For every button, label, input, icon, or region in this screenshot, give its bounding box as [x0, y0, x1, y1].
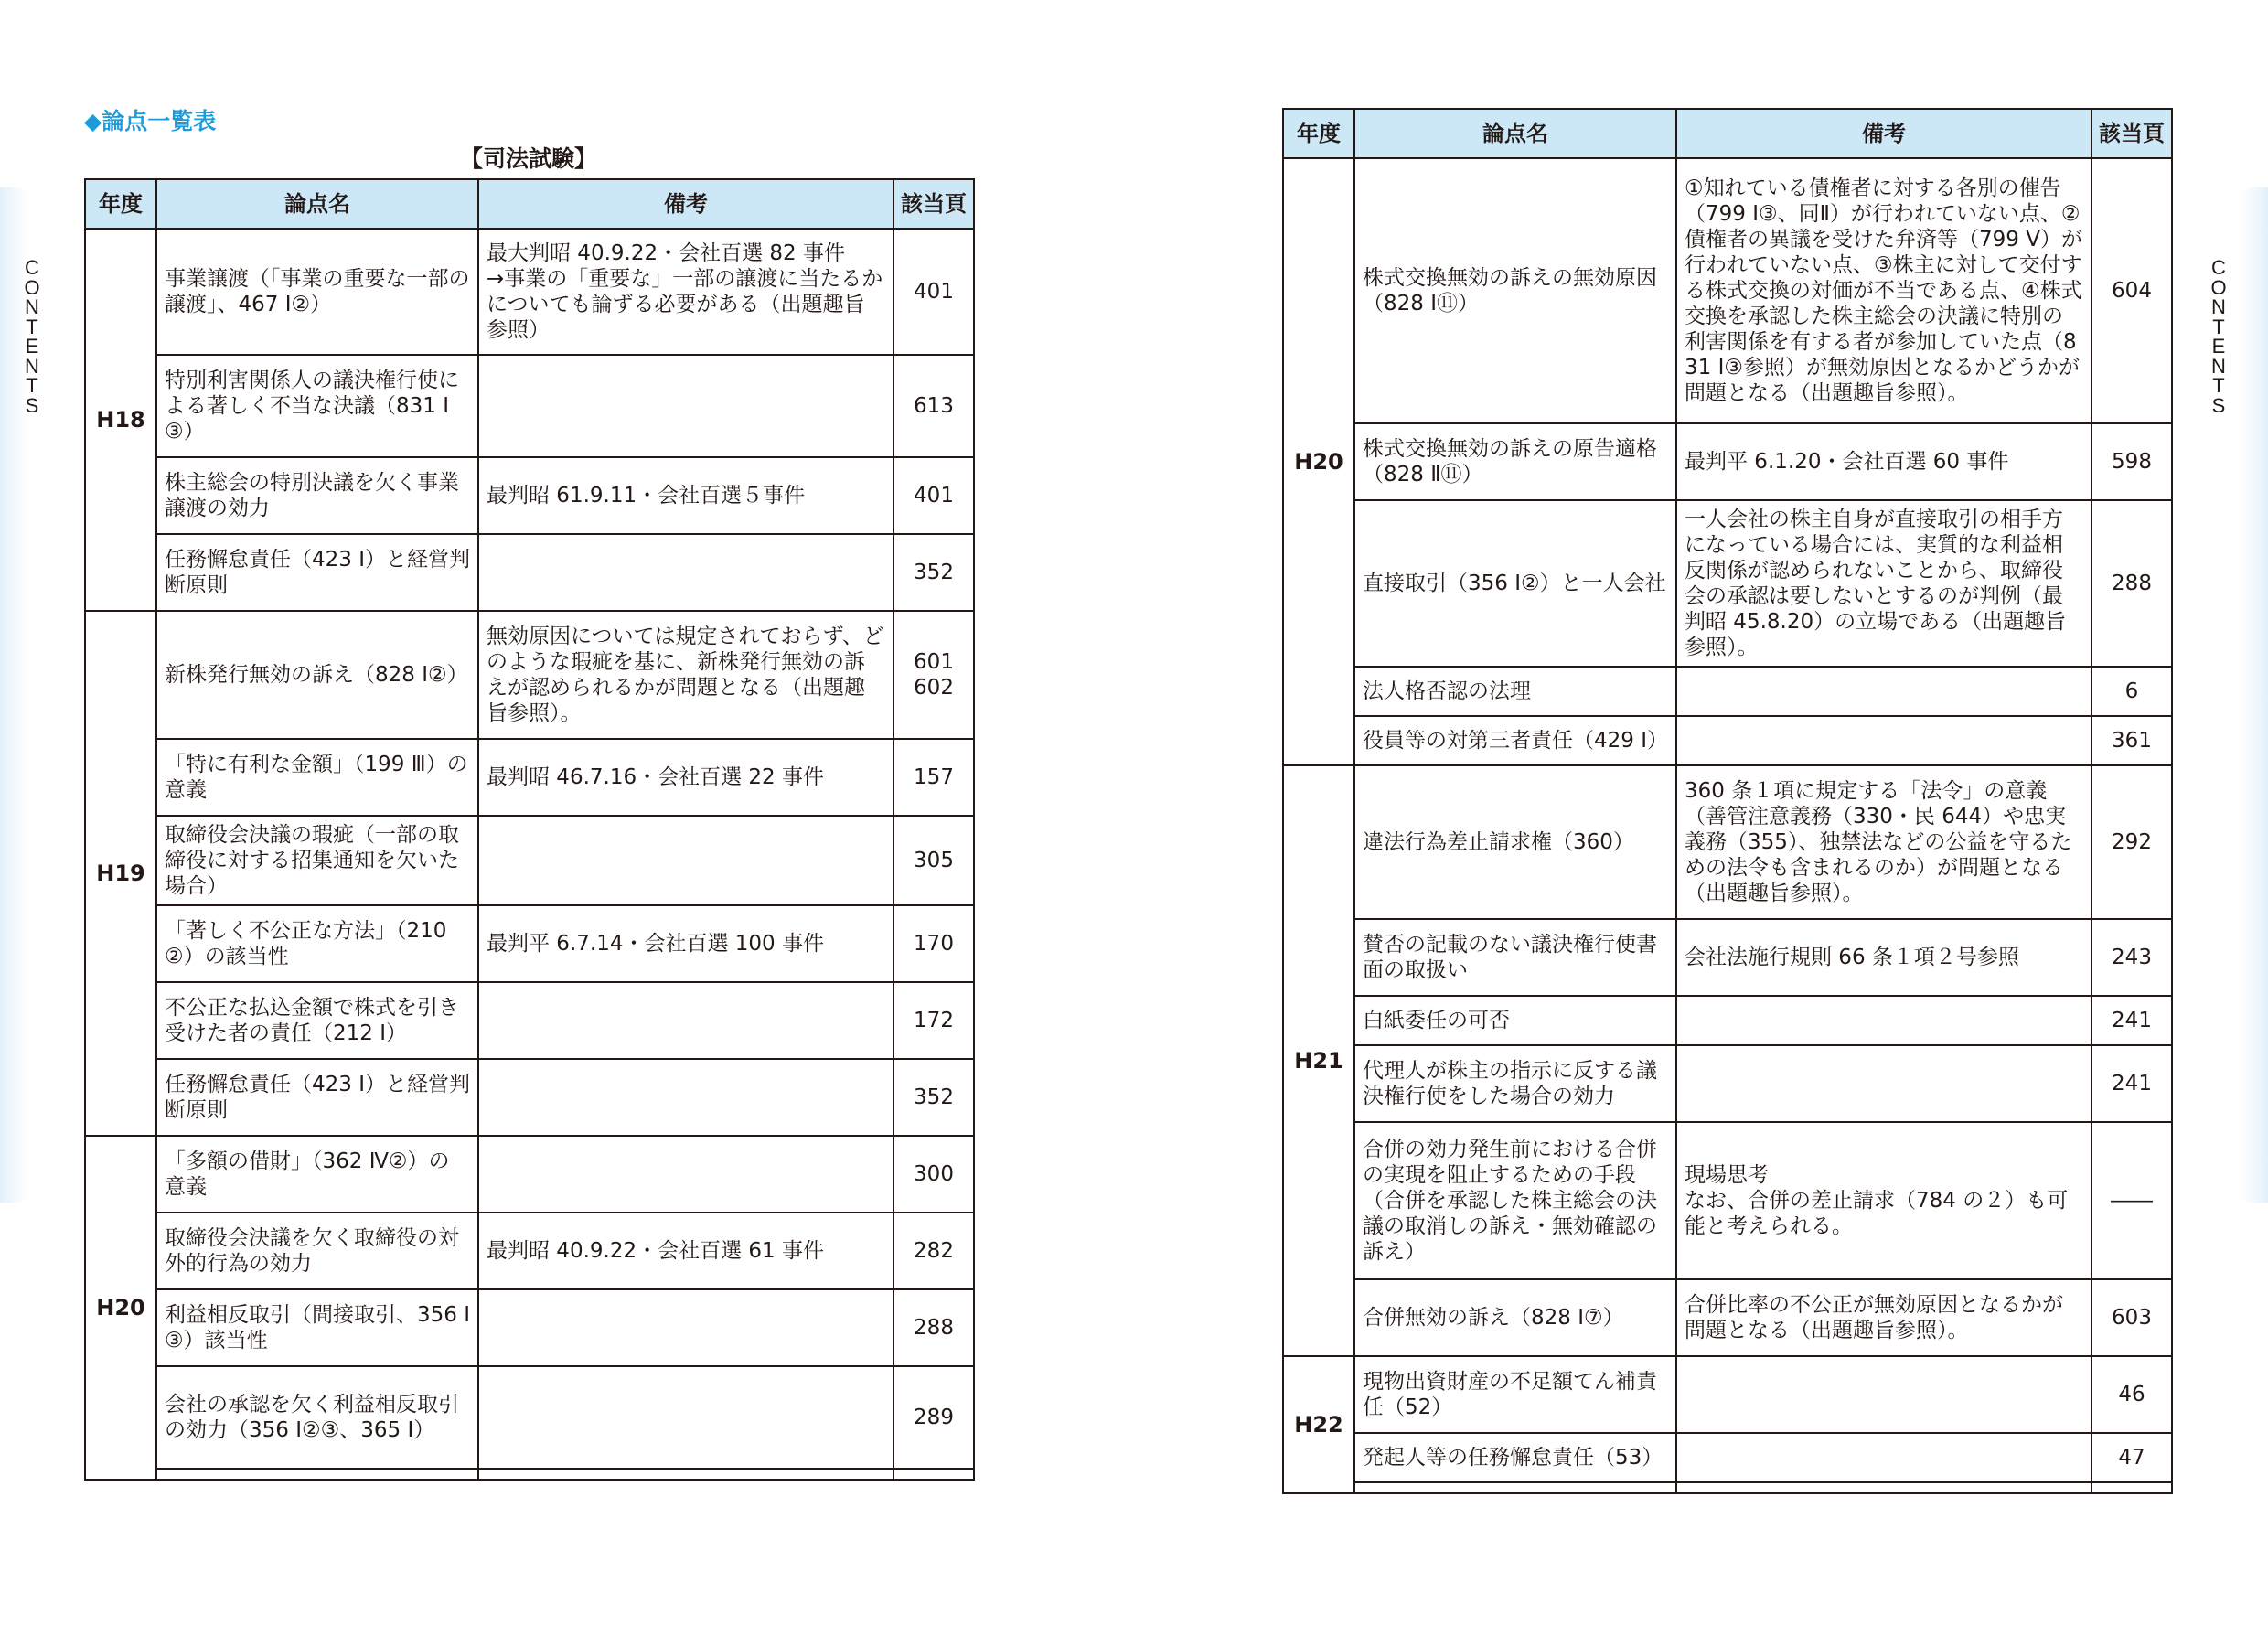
table-row [1283, 1045, 2172, 1122]
header-page: 該当頁 [893, 179, 974, 229]
continuation-cell [156, 1469, 478, 1480]
page-cell: 288 [893, 1289, 974, 1366]
page-cell: 352 [893, 1059, 974, 1136]
table-row [85, 1136, 974, 1213]
exam-title: 【司法試験】 [459, 145, 597, 172]
issue-name-cell: 「著しく不公正な方法」（210 ②）の該当性 [156, 905, 478, 982]
note-cell: 一人会社の株主自身が直接取引の相手方になっている場合には、実質的な利益相反関係が認められないことから、取締役会の承認は要しないとするのが判例（最判昭 45.8.20）の立場である（出題趣旨参照）。 [1676, 500, 2091, 667]
issue-name-cell: 任務懈怠責任（423 Ⅰ）と経営判断原則 [156, 1059, 478, 1136]
table-row [1283, 1356, 2172, 1433]
note-cell [478, 1136, 893, 1213]
issue-name-cell: 株式交換無効の訴えの無効原因（828 Ⅰ⑪） [1354, 158, 1676, 423]
table-row [85, 1213, 974, 1289]
page-cell: 604 [2091, 158, 2172, 423]
issue-name-cell: 不公正な払込金額で株式を引き受けた者の責任（212 Ⅰ） [156, 982, 478, 1059]
note-cell: 会社法施行規則 66 条１項２号参照 [1676, 919, 2091, 996]
note-cell: 合併比率の不公正が無効原因となるかが問題となる（出題趣旨参照）。 [1676, 1279, 2091, 1356]
note-cell [1676, 1433, 2091, 1482]
page-cell: 6 [2091, 667, 2172, 716]
issue-name-cell: 会社の承認を欠く利益相反取引の効力（356 Ⅰ②③、365 Ⅰ） [156, 1366, 478, 1469]
header-note: 備考 [478, 179, 893, 229]
side-tab-right [2241, 187, 2268, 1203]
header-name: 論点名 [156, 179, 478, 229]
year-cell: H19 [85, 611, 156, 1136]
table-row [85, 982, 974, 1059]
page-cell: 601 602 [893, 611, 974, 739]
note-cell: ①知れている債権者に対する各別の催告（799 Ⅰ③、同Ⅱ）が行われていない点、②債権者の異議を受けた弁済等（799 Ⅴ）が行われていない点、③株主に対して交付する株式交換の対価が不当である点、④株式交換を承認した株主総会の決議に特別の利害関係を有する者が参加していた点（831 Ⅰ③参照）が無効原因となるかどうかが問題となる（出題趣旨参照）。 [1676, 158, 2091, 423]
note-cell [1676, 1356, 2091, 1433]
table-row [1283, 500, 2172, 667]
issue-name-cell: 発起人等の任務懈怠責任（53） [1354, 1433, 1676, 1482]
table-row [1283, 423, 2172, 500]
page-cell: 300 [893, 1136, 974, 1213]
note-cell [478, 355, 893, 457]
continuation-cell [1354, 1482, 1676, 1493]
issue-name-cell: 違法行為差止請求権（360） [1354, 765, 1676, 919]
header-page: 該当頁 [2091, 109, 2172, 158]
note-cell [1676, 716, 2091, 765]
table-row [1283, 765, 2172, 919]
note-cell: 最判昭 46.7.16・会社百選 22 事件 [478, 739, 893, 816]
page-cell: 241 [2091, 996, 2172, 1045]
note-cell [478, 1289, 893, 1366]
table-row [1283, 1279, 2172, 1356]
issue-name-cell: 利益相反取引（間接取引、356 Ⅰ③）該当性 [156, 1289, 478, 1366]
table-row [85, 1289, 974, 1366]
contents-label-right[interactable]: C O N T E N T S [2210, 256, 2227, 417]
page-cell: 47 [2091, 1433, 2172, 1482]
year-cell: H18 [85, 229, 156, 611]
issue-table-left [84, 178, 975, 1481]
issue-name-cell: 任務懈怠責任（423 Ⅰ）と経営判断原則 [156, 534, 478, 611]
header-year: 年度 [1283, 109, 1354, 158]
header-year: 年度 [85, 179, 156, 229]
header-note: 備考 [1676, 109, 2091, 158]
table-row [1283, 667, 2172, 716]
table-row [85, 611, 974, 739]
continuation-cell [478, 1469, 893, 1480]
note-cell [478, 1366, 893, 1469]
page-cell: 46 [2091, 1356, 2172, 1433]
header-name: 論点名 [1354, 109, 1676, 158]
table-row [1283, 996, 2172, 1045]
table-row [85, 816, 974, 905]
note-cell [478, 1059, 893, 1136]
note-cell [1676, 667, 2091, 716]
table-row [85, 355, 974, 457]
table-row [85, 1059, 974, 1136]
issue-name-cell: 事業譲渡（「事業の重要な一部の譲渡」、467 Ⅰ②） [156, 229, 478, 355]
note-cell: 360 条１項に規定する「法令」の意義（善管注意義務（330・民 644）や忠実義務（355）、独禁法などの公益を守るための法令も含まれるのか）が問題となる（出題趣旨参照）。 [1676, 765, 2091, 919]
page-cell: 598 [2091, 423, 2172, 500]
issue-name-cell: 取締役会決議の瑕疵（一部の取締役に対する招集通知を欠いた場合） [156, 816, 478, 905]
page-cell: 172 [893, 982, 974, 1059]
continuation-cell [1676, 1482, 2091, 1493]
issue-name-cell: 代理人が株主の指示に反する議決権行使をした場合の効力 [1354, 1045, 1676, 1122]
page-cell: 603 [2091, 1279, 2172, 1356]
contents-label-left[interactable]: C O N T E N T S [24, 256, 40, 417]
issue-name-cell: 特別利害関係人の議決権行使による著しく不当な決議（831 Ⅰ③） [156, 355, 478, 457]
note-cell: 最判平 6.7.14・会社百選 100 事件 [478, 905, 893, 982]
issue-name-cell: 直接取引（356 Ⅰ②）と一人会社 [1354, 500, 1676, 667]
issue-name-cell: 賛否の記載のない議決権行使書面の取扱い [1354, 919, 1676, 996]
page-cell: 305 [893, 816, 974, 905]
table-row [85, 457, 974, 534]
issue-name-cell: 白紙委任の可否 [1354, 996, 1676, 1045]
issue-name-cell: 合併の効力発生前における合併の実現を阻止するための手段（合併を承認した株主総会の決議の取消しの訴え・無効確認の訴え） [1354, 1122, 1676, 1279]
page-cell: 401 [893, 457, 974, 534]
issue-name-cell: 現物出資財産の不足額てん補責任（52） [1354, 1356, 1676, 1433]
table-row [85, 229, 974, 355]
table-row [85, 905, 974, 982]
table-row [1283, 919, 2172, 996]
note-cell [478, 816, 893, 905]
issue-name-cell: 「特に有利な金額」（199 Ⅲ）の意義 [156, 739, 478, 816]
note-cell [1676, 996, 2091, 1045]
note-cell: 無効原因については規定されておらず、どのような瑕疵を基に、新株発行無効の訴えが認められるかが問題となる（出題趣旨参照）。 [478, 611, 893, 739]
issue-name-cell: 新株発行無効の訴え（828 Ⅰ②） [156, 611, 478, 739]
table-row [85, 1366, 974, 1469]
page-cell: 292 [2091, 765, 2172, 919]
page-cell: ―― [2091, 1122, 2172, 1279]
table-row [1283, 158, 2172, 423]
table-row [1283, 1433, 2172, 1482]
issue-name-cell: 株式交換無効の訴えの原告適格（828 Ⅱ⑪） [1354, 423, 1676, 500]
issue-name-cell: 株主総会の特別決議を欠く事業譲渡の効力 [156, 457, 478, 534]
note-cell: 最判平 6.1.20・会社百選 60 事件 [1676, 423, 2091, 500]
page-cell: 289 [893, 1366, 974, 1469]
page-cell: 243 [2091, 919, 2172, 996]
note-cell: 現場思考 なお、合併の差止請求（784 の２）も可能と考えられる。 [1676, 1122, 2091, 1279]
note-cell [478, 982, 893, 1059]
year-cell: H20 [85, 1136, 156, 1480]
page-cell: 157 [893, 739, 974, 816]
table-continuation [85, 1469, 974, 1480]
table-row [85, 534, 974, 611]
page-cell: 288 [2091, 500, 2172, 667]
page-cell: 361 [2091, 716, 2172, 765]
issue-table-right [1282, 108, 2173, 1494]
continuation-cell [893, 1469, 974, 1480]
note-cell: 最判昭 61.9.11・会社百選５事件 [478, 457, 893, 534]
year-cell: H20 [1283, 158, 1354, 765]
table-row [1283, 716, 2172, 765]
issue-name-cell: 役員等の対第三者責任（429 Ⅰ） [1354, 716, 1676, 765]
page-cell: 401 [893, 229, 974, 355]
year-cell: H22 [1283, 1356, 1354, 1493]
issue-name-cell: 法人格否認の法理 [1354, 667, 1676, 716]
page-cell: 352 [893, 534, 974, 611]
issue-name-cell: 合併無効の訴え（828 Ⅰ⑦） [1354, 1279, 1676, 1356]
note-cell [478, 534, 893, 611]
page-cell: 282 [893, 1213, 974, 1289]
issue-name-cell: 「多額の借財」（362 Ⅳ②）の意義 [156, 1136, 478, 1213]
table-row [1283, 1122, 2172, 1279]
issue-name-cell: 取締役会決議を欠く取締役の対外的行為の効力 [156, 1213, 478, 1289]
page-cell: 613 [893, 355, 974, 457]
table-continuation [1283, 1482, 2172, 1493]
table-row [85, 739, 974, 816]
note-cell [1676, 1045, 2091, 1122]
page-cell: 241 [2091, 1045, 2172, 1122]
continuation-cell [2091, 1482, 2172, 1493]
note-cell: 最大判昭 40.9.22・会社百選 82 事件 →事業の「重要な」一部の譲渡に当たるかについても論ずる必要がある（出題趣旨参照） [478, 229, 893, 355]
page-cell: 170 [893, 905, 974, 982]
note-cell: 最判昭 40.9.22・会社百選 61 事件 [478, 1213, 893, 1289]
year-cell: H21 [1283, 765, 1354, 1356]
page-title: ◆論点一覧表 [84, 108, 217, 134]
